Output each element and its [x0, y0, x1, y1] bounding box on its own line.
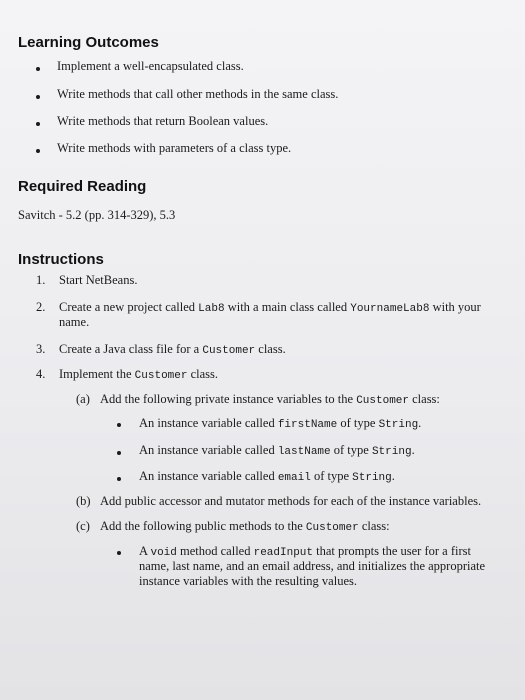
learning-outcomes-heading: Learning Outcomes: [18, 34, 159, 51]
step-number: 3.: [36, 342, 46, 356]
substep-label: (b): [76, 494, 91, 508]
method-description-continued: instance variables with the resulting values.: [139, 574, 357, 588]
instance-variable-item: An instance variable called firstName of type String.: [139, 416, 422, 431]
instance-variable-item: An instance variable called lastName of type String.: [139, 443, 415, 458]
bullet-icon: [117, 477, 121, 481]
step-3-text: Create a Java class file for a Customer class.: [59, 342, 286, 357]
substep-a-text: Add the following private instance variables to the Customer class:: [100, 392, 440, 407]
step-2-text-continued: name.: [59, 315, 90, 329]
class-name-code: Customer: [305, 522, 359, 534]
required-reading-text: Savitch - 5.2 (pp. 314-329), 5.3: [18, 208, 176, 222]
learning-outcome-item: Write methods that call other methods in the same class.: [57, 87, 339, 101]
step-number: 2.: [36, 300, 46, 314]
step-number: 4.: [36, 367, 46, 381]
bullet-icon: [36, 149, 40, 153]
step-number: 1.: [36, 273, 46, 287]
class-name-code: Customer: [134, 370, 188, 382]
bullet-icon: [36, 122, 40, 126]
instance-variable-item: An instance variable called email of type String.: [139, 469, 395, 484]
bullet-icon: [117, 551, 121, 555]
learning-outcome-item: Write methods that return Boolean values.: [57, 114, 269, 128]
project-name-code: Lab8: [198, 303, 225, 315]
bullet-icon: [117, 451, 121, 455]
substep-b-text: Add public accessor and mutator methods for each of the instance variables.: [100, 494, 482, 508]
return-type-code: void: [150, 547, 177, 559]
bullet-icon: [36, 67, 40, 71]
required-reading-heading: Required Reading: [18, 178, 147, 195]
substep-c-text: Add the following public methods to the Customer class:: [100, 519, 390, 534]
method-name-code: readInput: [253, 547, 314, 559]
method-description-continued: name, last name, and an email address, and initializes the appropriate: [139, 559, 486, 573]
bullet-icon: [117, 423, 121, 427]
class-name-code: Customer: [356, 395, 409, 407]
instructions-heading: Instructions: [18, 251, 104, 268]
step-4-text: Implement the Customer class.: [59, 367, 219, 382]
substep-label: (a): [76, 392, 90, 406]
class-name-code: Customer: [202, 345, 256, 357]
method-description: A void method called readInput that prompts the user for a first: [139, 544, 471, 559]
learning-outcome-item: Implement a well-encapsulated class.: [57, 59, 244, 73]
step-2-text: Create a new project called Lab8 with a main class called YournameLab8 with your: [59, 300, 481, 315]
learning-outcome-item: Write methods with parameters of a class type.: [57, 141, 292, 155]
step-1-text: Start NetBeans.: [59, 273, 138, 287]
bullet-icon: [36, 95, 40, 99]
main-class-code: YournameLab8: [350, 303, 430, 315]
substep-label: (c): [76, 519, 90, 533]
